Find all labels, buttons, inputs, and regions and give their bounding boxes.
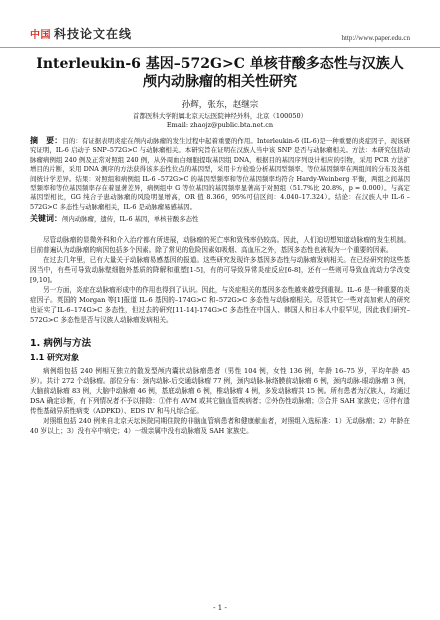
abstract-text: 目的：有证据表明炎症在颅内动脉瘤的发生过程中起着重要的作用。Interleukin-6 (IL-6)是一种重要的炎症因子，现该研究证明，IL-6 启动子 SNP–572G>C 与动脉瘤相关。本研究旨在证明在汉族人当中该 SNP 是否与动脉瘤相关。方法：本研究包括动脉瘤病例组 240 例及正常对照组 240 例，从外周血白细胞提取基因组 DNA，根据目的基因序列设计相应的引物，采用 PCR 方法扩增目的片断，采用 DNA 测序的方法获得该多态性位点的基因型，采用卡方检验分析基因型频率、等位基因频率在两组间的分布及各组间统计学差异。结果：对照组和病例组 IL-6 –572G>C 的基因型频率和等位基因频率均符合 Hardy-Weinberg 平衡，两组之间基因型频率和等位基因频率存在着显著差异，病例组中 G 等位基因的基因频率显著高于对照组（51.7%比 20.8%，p = 0.000）。与高定基因型相比，GG 纯合子患动脉瘤的风险明显增高，OR 值 8.366，95%可信区间：4.040–17.324）。结论：在汉族人中 IL-6 –572G>C 多态性与动脉瘤相关，IL-6 是动脉瘤易感基因。	[30, 137, 410, 211]
introduction	[30, 235, 410, 325]
intro-paragraph: 另一方面，炎症在动脉瘤形成中的作用也得到了认识。因此，与炎症相关的基因多态性越来越受到重视。IL–6 是一种重要的炎症因子。英国的 Morgan 等[1]报道 IL-6 基因的–174G>C 和–572G>C 多态性与动脉瘤相关。尽管其它一些对高加索人的研究也证实了IL-6–174G>C 多态性，但过去的研究[11-14]-174G>C 多态性在中国人、韩国人和日本人中很罕见，因此我们研究–572G>C 多态性是否与汉族人动脉瘤发病相关。	[30, 285, 410, 324]
logo-badge: 中国	[30, 30, 51, 41]
paper-title	[30, 55, 410, 91]
title-line-1: Interleukin-6 基因–572G>C 单核苷酸多态性与汉族人	[36, 56, 404, 72]
methods-paragraph: 病例组包括 240 例相互独立的散发型颅内囊状动脉瘤患者（男性 104 例，女性 136 例，年龄 16–75 岁，平均年龄 45 岁）。共计 272 个动脉瘤。部位分布：颈内动脉-后交通动脉瘤 77 例，颈内动脉-脉络膜前动脉瘤 6 例，颈内动脉-眼动脉瘤 3 例，大脑前动脉瘤 83 例，大脑中动脉瘤 46 例，基底动脉瘤 6 例，椎动脉瘤 4 例，多发动脉瘤共 15 例。所有患者为汉族人，均通过 DSA 确定诊断，有下列情况者不予以排除：①伴有 AVM 或其它脑血管疾病者；②外伤性动脉瘤；③合并 SAH 家族史；④伴有遗传性基础异质性病变（ADPKD）、EDS IV 和马凡综合征。	[30, 366, 410, 415]
keywords-text: 颅内动脉瘤，遗传，IL-6 基因，单核苷酸多态性	[62, 215, 199, 224]
affiliation: 首都医科大学附属北京天坛医院神经外科，北京（100050）	[132, 112, 308, 120]
keywords	[30, 214, 410, 224]
page-number: - 1 -	[213, 604, 227, 612]
intro-paragraph: 在过去几年里，已有大量关于动脉瘤易感基因的报道。这些研究发现许多基因多态性与动脉瘤发病相关。在已经研究的这些基因当中，有些可导致动脉壁细胞外基质的降解和重塑[1-5]，有的可导致异常炎症反应[6-8]，还有一些则可导致血流动力学改变[9,10]。	[30, 255, 410, 284]
site-logo[interactable]	[30, 25, 132, 42]
section-heading: 1. 病例与方法	[30, 337, 92, 349]
author-list: 孙辉，张东，赵继宗	[181, 100, 259, 110]
paper-content	[30, 55, 410, 436]
methods-section	[30, 335, 410, 436]
author-email[interactable]: Email: zhaojz@public.bta.net.cn	[166, 121, 274, 129]
methods-paragraph: 对照组包括 240 例来自北京天坛医院同期住院的非脑血管病患者和健康献血者，对照组入选标准：1）无动脉瘤；2）年龄在 40 岁以上；3）没有卒中病史；4）一级亲属中没有动脉瘤及 SAH 家族史。	[30, 416, 410, 435]
abstract	[30, 136, 410, 212]
keywords-label: 关键词：	[30, 214, 62, 224]
site-url[interactable]: http://www.paper.edu.cn	[341, 34, 410, 42]
intro-paragraph: 尽管动脉瘤的显微外科和介入治疗都有所进展，动脉瘤的死亡率和致残率仍较高。因此，人们迫切想知道动脉瘤的发生机制。目前普遍认为动脉瘤的病因包括多个因素。除了常见的危险因素如吸烟、高血压之外，基因多态性也被视为一个重要的因素。	[30, 235, 410, 254]
subsection-heading: 1.1 研究对象	[30, 352, 79, 362]
page-header	[0, 0, 440, 48]
title-line-2: 颅内动脉瘤的相关性研究	[143, 74, 297, 90]
logo-text: 科技论文在线	[54, 27, 133, 41]
abstract-label: 摘 要：	[30, 136, 63, 145]
